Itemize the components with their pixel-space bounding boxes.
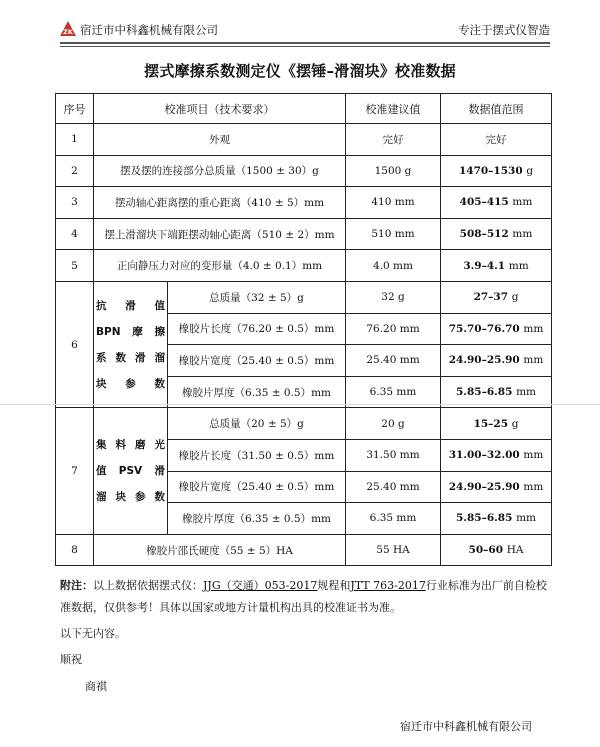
table-row <box>56 187 552 219</box>
row-range: 75.70–76.70 mm <box>441 313 552 345</box>
row-item: 摆动轴心距离摆的重心距离（410 ± 5）mm <box>94 187 346 219</box>
group-label-bpn: 抗滑值 BPN摩擦 系数滑溜 块参数 <box>94 281 168 407</box>
footnote-label: 附注： <box>60 579 93 592</box>
row-no: 6 <box>56 281 94 407</box>
row-range: 508–512 mm <box>441 218 552 250</box>
closing-regards: 商祺 <box>85 680 107 693</box>
footnote: 附注：以上数据依据摆式仪：JJG（交通）053-2017规程和JTT 763-2017行业标准为出厂前自检校准数据，仅供参考！具体以国家或地方计量机构出具的校准证书为准。 <box>60 579 547 614</box>
table-row <box>56 281 552 313</box>
row-value: 20 g <box>346 408 441 440</box>
row-no: 7 <box>56 408 94 534</box>
header-range: 数据值范围 <box>441 94 552 124</box>
header-rule <box>60 42 550 44</box>
row-no: 1 <box>56 124 94 156</box>
header-no: 序号 <box>56 94 94 124</box>
row-item: 总质量（32 ± 5）g <box>168 281 346 313</box>
row-no: 4 <box>56 218 94 250</box>
row-item: 橡胶片长度（31.50 ± 0.5）mm <box>168 439 346 471</box>
row-value: 1500 g <box>346 155 441 187</box>
header-item: 校准项目（技术要求） <box>94 94 346 124</box>
row-item: 摆上滑溜块下端距摆动轴心距离（510 ± 2）mm <box>94 218 346 250</box>
row-range: 1470–1530 g <box>441 155 552 187</box>
row-range: 5.85–6.85 mm <box>441 503 552 535</box>
row-range: 5.85–6.85 mm <box>441 376 552 408</box>
table-row <box>56 124 552 156</box>
row-value: 410 mm <box>346 187 441 219</box>
table-row <box>56 155 552 187</box>
standard-link-jjg: JJG（交通）053-2017 <box>203 579 318 592</box>
table-row <box>56 218 552 250</box>
row-value: 510 mm <box>346 218 441 250</box>
row-range: 405–415 mm <box>441 187 552 219</box>
row-range: 24.90–25.90 mm <box>441 345 552 377</box>
row-item: 橡胶片长度（76.20 ± 0.5）mm <box>168 313 346 345</box>
standard-link-jtt: JTT 763-2017 <box>350 579 426 592</box>
row-item: 橡胶片宽度（25.40 ± 0.5）mm <box>168 345 346 377</box>
row-value: 6.35 mm <box>346 503 441 535</box>
calibration-table <box>55 93 552 566</box>
table-header-row <box>56 94 552 124</box>
row-range: 31.00–32.00 mm <box>441 439 552 471</box>
row-value: 55 HA <box>346 534 441 566</box>
table-row <box>56 408 552 440</box>
row-value: 4.0 mm <box>346 250 441 282</box>
row-value: 25.40 mm <box>346 471 441 503</box>
row-item: 橡胶片宽度（25.40 ± 0.5）mm <box>168 471 346 503</box>
letterhead <box>60 18 550 46</box>
row-no: 5 <box>56 250 94 282</box>
table-row <box>56 534 552 566</box>
scan-artifact-line <box>0 404 600 405</box>
row-no: 3 <box>56 187 94 219</box>
svg-text:ZK: ZK <box>63 28 73 36</box>
row-range: 15–25 g <box>441 408 552 440</box>
row-item: 摆及摆的连接部分总质量（1500 ± 30）g <box>94 155 346 187</box>
row-item: 橡胶片厚度（6.35 ± 0.5）mm <box>168 503 346 535</box>
table-row <box>56 250 552 282</box>
company-slogan: 专注于摆式仪智造 <box>458 23 550 37</box>
row-value: 31.50 mm <box>346 439 441 471</box>
header-value: 校准建议值 <box>346 94 441 124</box>
end-of-content: 以下无内容。 <box>60 627 126 640</box>
row-range: 3.9–4.1 mm <box>441 250 552 282</box>
row-value: 76.20 mm <box>346 313 441 345</box>
row-item: 外观 <box>94 124 346 156</box>
row-value: 6.35 mm <box>346 376 441 408</box>
row-item: 橡胶片厚度（6.35 ± 0.5）mm <box>168 376 346 408</box>
closing-line: 顺祝 <box>60 653 82 666</box>
row-value: 25.40 mm <box>346 345 441 377</box>
header-rule-thin <box>60 46 550 47</box>
row-item: 橡胶片邵氏硬度（55 ± 5）HA <box>94 534 346 566</box>
row-range: 24.90–25.90 mm <box>441 471 552 503</box>
row-range: 完好 <box>441 124 552 156</box>
row-range: 50–60 HA <box>441 534 552 566</box>
row-value: 完好 <box>346 124 441 156</box>
row-no: 2 <box>56 155 94 187</box>
row-no: 8 <box>56 534 94 566</box>
footer-company: 宿迁市中科鑫机械有限公司 <box>400 720 532 733</box>
row-value: 32 g <box>346 281 441 313</box>
row-range: 27–37 g <box>441 281 552 313</box>
row-item: 正向静压力对应的变形量（4.0 ± 0.1）mm <box>94 250 346 282</box>
company-logo-icon <box>60 21 76 36</box>
group-label-psv: 集料磨光 值PSV滑 溜块参数 <box>94 408 168 534</box>
company-name: 宿迁市中科鑫机械有限公司 <box>80 23 218 37</box>
page-title: 摆式摩擦系数测定仪《摆锤–滑溜块》校准数据 <box>144 62 456 80</box>
row-item: 总质量（20 ± 5）g <box>168 408 346 440</box>
